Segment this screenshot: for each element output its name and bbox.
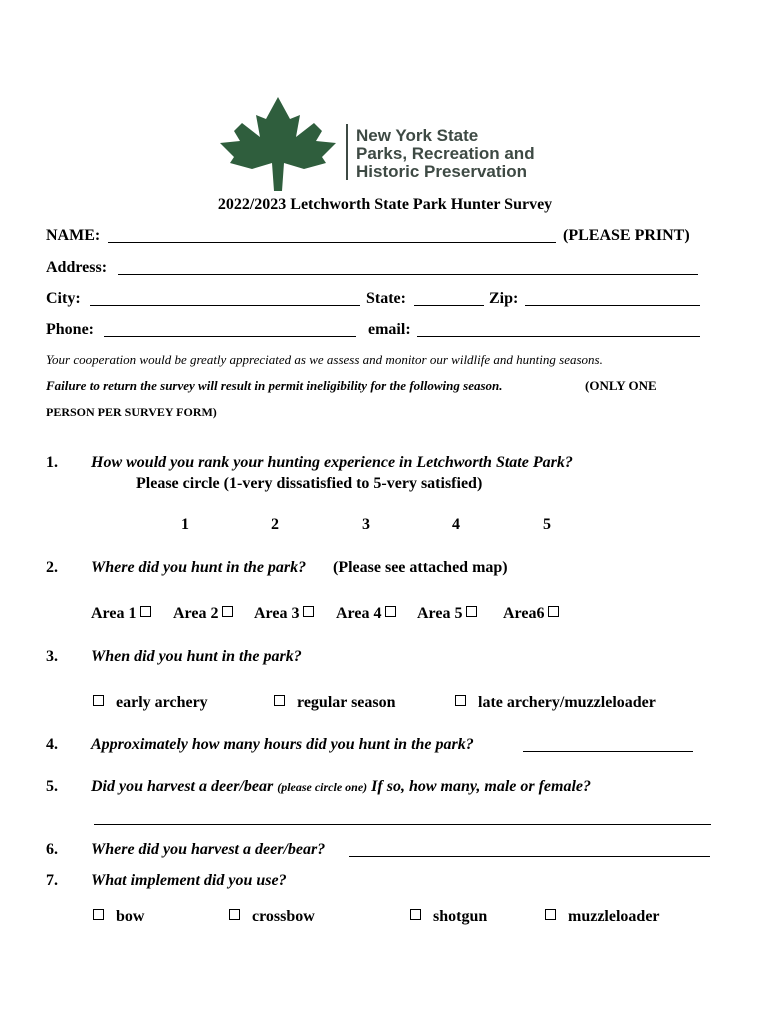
q1-scale-5[interactable]: 5 — [543, 516, 551, 533]
logo-line-2: Parks, Recreation and — [356, 144, 535, 163]
regular-season-label: regular season — [297, 694, 396, 711]
phone-label: Phone: — [46, 321, 94, 338]
name-input-line[interactable] — [108, 242, 556, 243]
cooperation-note: Your cooperation would be greatly appreciated as we assess and monitor our wildlife and hunting seasons. — [46, 352, 603, 367]
area-6-label: Area6 — [503, 605, 545, 622]
q1-scale-1[interactable]: 1 — [181, 516, 189, 533]
phone-input-line[interactable] — [104, 336, 356, 337]
failure-note: Failure to return the survey will result in permit ineligibility for the following season. — [46, 378, 503, 393]
state-label: State: — [366, 290, 406, 307]
crossbow-checkbox[interactable] — [229, 909, 240, 920]
area-2-label: Area 2 — [173, 605, 219, 622]
name-label: NAME: — [46, 227, 101, 244]
q2-number: 2. — [46, 559, 58, 576]
q5-answer-line[interactable] — [94, 824, 711, 825]
late-archery-option[interactable] — [455, 694, 656, 712]
early-archery-label: early archery — [116, 694, 208, 711]
logo-line-1: New York State — [356, 126, 479, 145]
area-6-checkbox[interactable] — [548, 606, 559, 617]
q4-answer-line[interactable] — [523, 751, 693, 752]
area-5-label: Area 5 — [417, 605, 463, 622]
logo-line-3: Historic Preservation — [356, 162, 528, 181]
state-input-line[interactable] — [414, 305, 484, 306]
muzzleloader-checkbox[interactable] — [545, 909, 556, 920]
area-2-option[interactable] — [173, 605, 237, 623]
crossbow-option[interactable] — [229, 908, 315, 926]
please-print-note: (PLEASE PRINT) — [563, 227, 690, 244]
area-3-checkbox[interactable] — [303, 606, 314, 617]
early-archery-option[interactable] — [93, 694, 208, 712]
muzzleloader-option[interactable] — [545, 908, 660, 926]
q1-scale-3[interactable]: 3 — [362, 516, 370, 533]
regular-season-option[interactable] — [274, 694, 396, 712]
muzzleloader-label: muzzleloader — [568, 908, 660, 925]
maple-leaf-icon — [218, 95, 338, 193]
q7-number: 7. — [46, 872, 58, 889]
q1-scale-2[interactable]: 2 — [271, 516, 279, 533]
q6-answer-line[interactable] — [349, 856, 710, 857]
only-one-note: (ONLY ONE — [585, 378, 657, 393]
q7-text: What implement did you use? — [91, 872, 287, 889]
q5-text-b: If so, how many, male or female? — [371, 778, 592, 795]
zip-input-line[interactable] — [525, 305, 700, 306]
early-archery-checkbox[interactable] — [93, 695, 104, 706]
area-1-option[interactable] — [91, 605, 155, 623]
q5-circle-one-note: (please circle one) — [277, 780, 368, 794]
logo-divider — [346, 124, 348, 180]
shotgun-label: shotgun — [433, 908, 488, 925]
area-4-option[interactable] — [336, 605, 400, 623]
q1-number: 1. — [46, 454, 58, 471]
shotgun-checkbox[interactable] — [410, 909, 421, 920]
q4-text: Approximately how many hours did you hunt in the park? — [91, 736, 474, 753]
q1-text: How would you rank your hunting experience in Letchworth State Park? — [91, 454, 573, 471]
zip-label: Zip: — [489, 290, 519, 307]
area-2-checkbox[interactable] — [222, 606, 233, 617]
area-3-label: Area 3 — [254, 605, 300, 622]
late-archery-checkbox[interactable] — [455, 695, 466, 706]
email-label: email: — [368, 321, 411, 338]
q1-scale-4[interactable]: 4 — [452, 516, 460, 533]
area-1-checkbox[interactable] — [140, 606, 151, 617]
bow-option[interactable] — [93, 908, 144, 926]
bow-checkbox[interactable] — [93, 909, 104, 920]
q5-text-a: Did you harvest a deer/bear — [91, 778, 274, 795]
area-5-option[interactable] — [417, 605, 481, 623]
email-input-line[interactable] — [417, 336, 700, 337]
shotgun-option[interactable] — [410, 908, 487, 926]
q2-text: Where did you hunt in the park? — [91, 559, 307, 576]
crossbow-label: crossbow — [252, 908, 315, 925]
q1-subtext: Please circle (1-very dissatisfied to 5-very satisfied) — [136, 475, 483, 492]
address-label: Address: — [46, 259, 108, 276]
q5-number: 5. — [46, 778, 58, 795]
survey-title: 2022/2023 Letchworth State Park Hunter Survey — [217, 196, 553, 213]
q6-text: Where did you harvest a deer/bear? — [91, 841, 326, 858]
q3-text: When did you hunt in the park? — [91, 648, 302, 665]
q4-number: 4. — [46, 736, 58, 753]
q3-number: 3. — [46, 648, 58, 665]
q5-text — [91, 778, 591, 796]
area-6-option[interactable] — [503, 605, 563, 623]
regular-season-checkbox[interactable] — [274, 695, 285, 706]
bow-label: bow — [116, 908, 145, 925]
area-3-option[interactable] — [254, 605, 318, 623]
city-input-line[interactable] — [90, 305, 360, 306]
late-archery-label: late archery/muzzleloader — [478, 694, 656, 711]
address-input-line[interactable] — [118, 274, 698, 275]
area-4-label: Area 4 — [336, 605, 382, 622]
area-4-checkbox[interactable] — [385, 606, 396, 617]
q2-note: (Please see attached map) — [333, 559, 508, 576]
area-5-checkbox[interactable] — [466, 606, 477, 617]
area-1-label: Area 1 — [91, 605, 137, 622]
city-label: City: — [46, 290, 81, 307]
q6-number: 6. — [46, 841, 58, 858]
person-per-form-note: PERSON PER SURVEY FORM) — [46, 405, 217, 419]
